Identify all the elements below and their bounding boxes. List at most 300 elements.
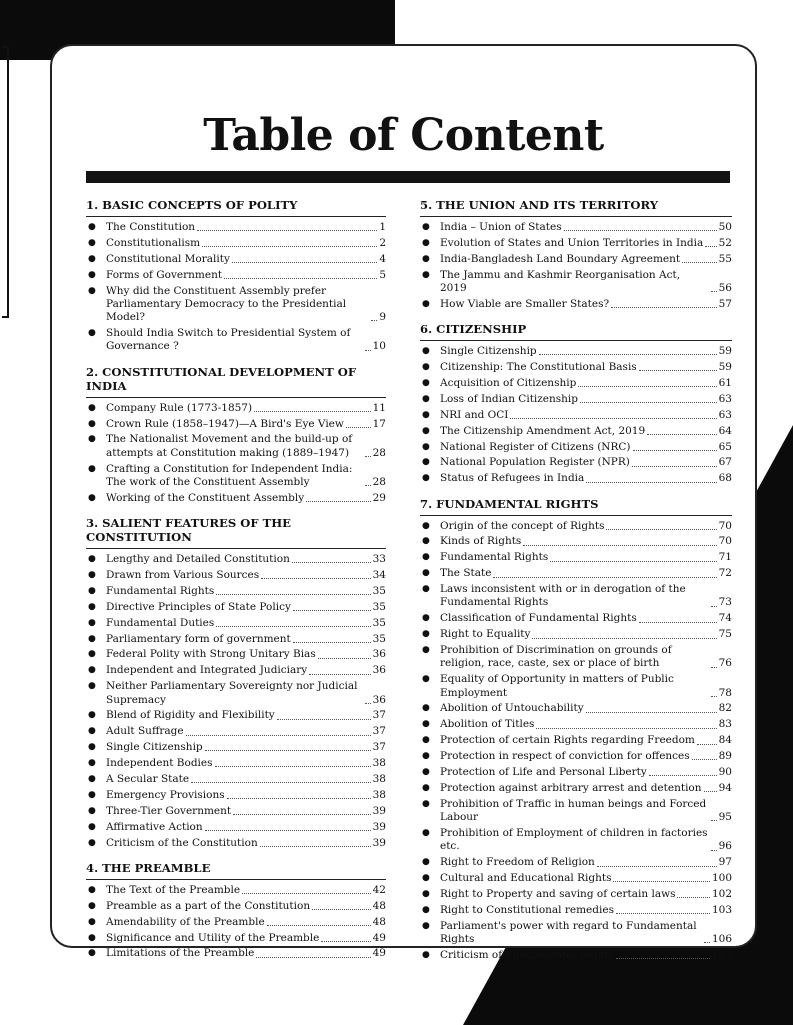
page-number: 74 — [718, 612, 732, 625]
dot-leader — [309, 674, 370, 675]
page-number: 35 — [372, 584, 386, 597]
toc-entry[interactable] — [86, 269, 386, 282]
toc-entry[interactable] — [420, 766, 732, 779]
toc-entry[interactable] — [86, 585, 386, 598]
toc-entry[interactable] — [420, 734, 732, 747]
bullet-icon: ● — [422, 393, 430, 404]
bullet-icon: ● — [88, 742, 96, 753]
dot-leader — [216, 594, 370, 595]
entry-title: Constitutionalism — [106, 236, 201, 249]
toc-entry[interactable] — [420, 409, 732, 422]
bullet-icon: ● — [422, 828, 430, 839]
entry-title: Independent and Integrated Judiciary — [106, 664, 308, 677]
bullet-icon: ● — [88, 492, 96, 503]
page-number: 37 — [372, 725, 386, 738]
toc-entry[interactable] — [420, 535, 732, 548]
entry-title: Protection of Life and Personal Liberty — [440, 766, 647, 779]
section-heading: 4. THE PREAMBLE — [86, 861, 386, 880]
bullet-icon: ● — [422, 613, 430, 624]
toc-entry[interactable] — [86, 884, 386, 897]
page-number: 107 — [711, 948, 732, 961]
toc-entry[interactable] — [420, 718, 732, 731]
bullet-icon: ● — [88, 649, 96, 660]
entry-title: Preamble as a part of the Constitution — [106, 899, 311, 912]
entry-title: Independent Bodies — [106, 757, 213, 770]
toc-entry[interactable] — [420, 949, 732, 962]
entry-title: The State — [440, 567, 492, 580]
toc-entry[interactable] — [420, 567, 732, 580]
entry-title: Drawn from Various Sources — [106, 568, 260, 581]
toc-entry[interactable] — [86, 418, 386, 431]
toc-entry[interactable] — [420, 628, 732, 641]
entry-title: Protection against arbitrary arrest and detention — [440, 781, 702, 794]
toc-entry[interactable] — [86, 789, 386, 802]
dot-leader — [312, 909, 371, 910]
toc-entry[interactable] — [420, 253, 732, 266]
toc-section — [86, 198, 386, 354]
page-number: 106 — [711, 933, 732, 946]
page-number: 39 — [372, 836, 386, 849]
entry-title: Prohibition of Discrimination on grounds of religion, race, caste, sex or place of birth — [440, 644, 672, 670]
dot-leader — [536, 728, 716, 729]
toc-entry[interactable] — [420, 644, 732, 671]
toc-entry[interactable] — [86, 773, 386, 786]
page-number: 28 — [372, 446, 386, 459]
bullet-icon: ● — [88, 222, 96, 232]
dot-leader — [711, 291, 717, 292]
dot-leader — [639, 622, 717, 623]
entry-title: Amendability of the Preamble — [106, 915, 265, 928]
page-number: 38 — [372, 757, 386, 770]
dot-leader — [365, 485, 371, 486]
bullet-icon: ● — [422, 520, 430, 531]
dot-leader — [697, 744, 717, 745]
bullet-icon: ● — [422, 362, 430, 373]
toc-entry[interactable] — [420, 798, 732, 825]
entry-title: Why did the Constituent Assembly prefer Parliamentary Democracy to the Presidential Model? — [106, 284, 347, 324]
entry-title: The Text of the Preamble — [106, 883, 241, 896]
bullet-icon: ● — [422, 552, 430, 563]
bullet-icon: ● — [88, 726, 96, 737]
bullet-icon: ● — [88, 837, 96, 848]
entry-title: NRI and OCI — [440, 408, 509, 421]
toc-entry[interactable] — [420, 456, 732, 469]
toc-entry[interactable] — [86, 221, 386, 234]
bullet-icon: ● — [422, 568, 430, 579]
entry-title: Working of the Constituent Assembly — [106, 491, 305, 504]
dot-leader — [578, 386, 716, 387]
entry-title: Affirmative Action — [106, 820, 203, 833]
toc-entry[interactable] — [420, 237, 732, 250]
toc-entry[interactable] — [420, 298, 732, 311]
bullet-icon: ● — [422, 269, 430, 280]
toc-column-right — [420, 198, 732, 973]
dot-leader — [267, 925, 371, 926]
entry-title: Fundamental Rights — [106, 584, 215, 597]
page-number: 94 — [718, 781, 732, 794]
bullet-icon: ● — [422, 674, 430, 685]
dot-leader — [711, 850, 717, 851]
toc-entry[interactable] — [420, 920, 732, 947]
entry-title: Single Citizenship — [440, 345, 537, 358]
bullet-icon: ● — [88, 617, 96, 628]
entry-title: India – Union of States — [440, 221, 562, 233]
entry-title: Criticism of Fundamental Rights — [440, 948, 614, 961]
toc-entry[interactable] — [86, 900, 386, 913]
dot-leader — [632, 466, 717, 467]
page-number: 68 — [718, 472, 732, 485]
toc-entry[interactable] — [420, 888, 732, 901]
toc-section — [86, 365, 386, 505]
entry-title: Right to Equality — [440, 628, 531, 641]
toc-column-left — [86, 198, 386, 972]
toc-section — [420, 198, 732, 311]
page-number: 63 — [718, 392, 732, 405]
toc-entry[interactable] — [86, 433, 386, 460]
bullet-icon: ● — [88, 948, 96, 959]
bullet-icon: ● — [422, 457, 430, 468]
toc-entry[interactable] — [420, 702, 732, 715]
dot-leader — [580, 402, 717, 403]
toc-entry[interactable] — [420, 441, 732, 454]
dot-leader — [186, 735, 371, 736]
bullet-icon: ● — [422, 409, 430, 420]
section-heading: 1. BASIC CONCEPTS OF POLITY — [86, 198, 386, 217]
toc-entry[interactable] — [86, 947, 386, 960]
bullet-icon: ● — [422, 767, 430, 778]
dot-leader — [371, 320, 377, 321]
page-number: 35 — [372, 632, 386, 645]
toc-entry[interactable] — [420, 269, 732, 296]
dot-leader — [704, 942, 710, 943]
toc-entry[interactable] — [420, 221, 732, 234]
toc-entry[interactable] — [420, 425, 732, 438]
toc-entry[interactable] — [420, 520, 732, 533]
dot-leader — [227, 798, 371, 799]
dot-leader — [254, 411, 371, 412]
dot-leader — [261, 578, 370, 579]
bullet-icon: ● — [422, 703, 430, 714]
entry-title: Classification of Fundamental Rights — [440, 612, 637, 625]
dot-leader — [321, 941, 370, 942]
toc-entry[interactable] — [86, 680, 386, 707]
dot-leader — [216, 626, 370, 627]
bullet-icon: ● — [422, 751, 430, 762]
entry-title: Forms of Government — [106, 268, 223, 281]
dot-leader — [639, 370, 717, 371]
title-rule — [86, 171, 730, 183]
toc-entry[interactable] — [86, 285, 386, 325]
bullet-icon: ● — [88, 285, 96, 296]
page-number: 97 — [718, 856, 732, 869]
entry-title: Citizenship: The Constitutional Basis — [440, 361, 637, 374]
dot-leader — [232, 262, 377, 263]
entry-title: Significance and Utility of the Preamble — [106, 931, 320, 944]
entry-title: Right to Property and saving of certain laws — [440, 887, 676, 900]
entry-title: Kinds of Rights — [440, 535, 522, 548]
toc-entry[interactable] — [420, 612, 732, 625]
toc-entry[interactable] — [420, 583, 732, 610]
entry-title: Right to Constitutional remedies — [440, 903, 614, 916]
page-number: 76 — [718, 657, 732, 670]
page-number: 29 — [372, 491, 386, 504]
page-number: 35 — [372, 600, 386, 613]
bullet-icon: ● — [422, 719, 430, 730]
page-number: 75 — [718, 628, 732, 641]
bullet-icon: ● — [422, 473, 430, 484]
entry-title: Parliament's power with regard to Fundamental Rights — [440, 919, 697, 946]
toc-entry[interactable] — [420, 345, 732, 358]
page-number: 17 — [372, 417, 386, 430]
toc-entry[interactable] — [86, 553, 386, 566]
bullet-icon: ● — [88, 269, 96, 280]
toc-entry[interactable] — [86, 837, 386, 850]
toc-entry[interactable] — [86, 253, 386, 266]
entry-title: A Secular State — [106, 772, 190, 785]
entry-title: The Jammu and Kashmir Reorganisation Act, 2019 — [440, 268, 681, 294]
toc-entry[interactable] — [86, 664, 386, 677]
dot-leader — [510, 418, 716, 419]
dot-leader — [205, 750, 371, 751]
page-number: 71 — [718, 551, 732, 564]
entry-title: India-Bangladesh Land Boundary Agreement — [440, 252, 681, 265]
page-number: 83 — [718, 718, 732, 731]
bullet-icon: ● — [422, 735, 430, 746]
toc-entry[interactable] — [420, 377, 732, 390]
toc-entry[interactable] — [86, 725, 386, 738]
page-number: 48 — [372, 915, 386, 928]
page-number: 64 — [718, 424, 732, 437]
toc-entry[interactable] — [86, 463, 386, 490]
dot-leader — [242, 893, 371, 894]
section-heading: 2. CONSTITUTIONAL DEVELOPMENT OF INDIA — [86, 365, 386, 398]
dot-leader — [597, 866, 717, 867]
dot-leader — [616, 958, 710, 959]
bullet-icon: ● — [88, 463, 96, 474]
toc-entry[interactable] — [86, 932, 386, 945]
toc-entry[interactable] — [420, 856, 732, 869]
bullet-icon: ● — [422, 904, 430, 915]
toc-entry[interactable] — [420, 872, 732, 885]
page-number: 90 — [718, 766, 732, 779]
page-number: 103 — [711, 903, 732, 916]
dot-leader — [306, 501, 370, 502]
entry-title: Adult Suffrage — [106, 725, 184, 738]
bullet-icon: ● — [88, 434, 96, 445]
toc-entry[interactable] — [86, 709, 386, 722]
bullet-icon: ● — [422, 857, 430, 868]
page-number: 37 — [372, 709, 386, 722]
dot-leader — [523, 545, 716, 546]
entry-title: Company Rule (1773-1857) — [106, 401, 253, 414]
toc-entry[interactable] — [420, 673, 732, 700]
toc-entry[interactable] — [86, 402, 386, 415]
bullet-icon: ● — [422, 949, 430, 960]
toc-entry[interactable] — [420, 472, 732, 485]
bullet-icon: ● — [88, 916, 96, 927]
dot-leader — [191, 782, 371, 783]
dot-leader — [649, 775, 717, 776]
toc-entry[interactable] — [86, 741, 386, 754]
dot-leader — [586, 712, 717, 713]
entry-title: National Population Register (NPR) — [440, 456, 630, 469]
entry-title: Criticism of the Constitution — [106, 836, 258, 849]
dot-leader — [711, 606, 717, 607]
entry-title: Blend of Rigidity and Flexibility — [106, 709, 275, 722]
toc-entry[interactable] — [86, 617, 386, 630]
entry-title: Emergency Provisions — [106, 788, 225, 801]
page-number: 39 — [372, 820, 386, 833]
margin-bracket — [0, 46, 9, 318]
page-number: 39 — [372, 804, 386, 817]
toc-entry[interactable] — [86, 821, 386, 834]
toc-entry[interactable] — [86, 327, 386, 354]
section-heading: 6. CITIZENSHIP — [420, 322, 732, 341]
bullet-icon: ● — [88, 253, 96, 264]
page-number: 89 — [718, 750, 732, 763]
page-number: 38 — [372, 788, 386, 801]
entry-title: Prohibition of Traffic in human beings and Forced Labour — [440, 797, 707, 824]
page-number: 67 — [718, 456, 732, 469]
dot-leader — [711, 696, 717, 697]
page-number: 10 — [372, 340, 386, 353]
toc-section — [420, 497, 732, 963]
dot-leader — [260, 846, 371, 847]
dot-leader — [318, 658, 371, 659]
page-number: 49 — [372, 931, 386, 944]
dot-leader — [346, 427, 371, 428]
entry-title: Directive Principles of State Policy — [106, 600, 291, 613]
page-number: 95 — [718, 811, 732, 824]
page-number: 82 — [718, 702, 732, 715]
dot-leader — [682, 262, 717, 263]
page-number: 55 — [718, 252, 732, 265]
toc-entry[interactable] — [86, 805, 386, 818]
bullet-icon: ● — [422, 536, 430, 547]
toc-section — [420, 322, 732, 485]
bullet-icon: ● — [422, 584, 430, 595]
page-number: 56 — [718, 281, 732, 294]
dot-leader — [493, 577, 716, 578]
page-number: 102 — [711, 887, 732, 900]
bullet-icon: ● — [422, 441, 430, 452]
bullet-icon: ● — [88, 821, 96, 832]
toc-entry[interactable] — [420, 393, 732, 406]
page-number: 50 — [718, 221, 732, 233]
toc-section — [86, 861, 386, 961]
bullet-icon: ● — [422, 346, 430, 357]
toc-entry[interactable] — [86, 757, 386, 770]
entry-title: Limitations of the Preamble — [106, 947, 255, 960]
dot-leader — [532, 638, 716, 639]
page-number: 36 — [372, 693, 386, 706]
toc-entry[interactable] — [86, 916, 386, 929]
page-number: 59 — [718, 345, 732, 358]
page-number: 9 — [379, 311, 386, 324]
entry-title: Fundamental Duties — [106, 616, 215, 629]
bullet-icon: ● — [88, 585, 96, 596]
entry-title: Equality of Opportunity in matters of Public Employment — [440, 673, 674, 699]
toc-entry[interactable] — [420, 750, 732, 763]
page-number: 34 — [372, 568, 386, 581]
page-number: 61 — [718, 376, 732, 389]
page-number: 100 — [711, 872, 732, 885]
toc-entry[interactable] — [420, 551, 732, 564]
entry-title: Evolution of States and Union Territories in India — [440, 236, 704, 249]
bullet-icon: ● — [422, 798, 430, 809]
bullet-icon: ● — [422, 645, 430, 656]
page-number: 52 — [718, 236, 732, 249]
toc-entry[interactable] — [420, 904, 732, 917]
entry-title: The Nationalist Movement and the build-up of attempts at Constitution making (1889–1947) — [106, 433, 353, 459]
section-heading: 3. SALIENT FEATURES OF THE CONSTITUTION — [86, 516, 386, 549]
page-number: 38 — [372, 772, 386, 785]
entry-title: Protection in respect of conviction for offences — [440, 750, 690, 763]
dot-leader — [711, 667, 717, 668]
bullet-icon: ● — [88, 601, 96, 612]
entry-title: Lengthy and Detailed Constitution — [106, 553, 290, 566]
dot-leader — [215, 766, 371, 767]
toc-entry[interactable] — [420, 361, 732, 374]
dot-leader — [365, 456, 371, 457]
page-number: 28 — [372, 475, 386, 488]
toc-entry[interactable] — [86, 601, 386, 614]
page-number: 36 — [372, 648, 386, 661]
bullet-icon: ● — [422, 377, 430, 388]
entry-title: Loss of Indian Citizenship — [440, 392, 579, 405]
section-heading: 5. THE UNION AND ITS TERRITORY — [420, 198, 732, 217]
bullet-icon: ● — [422, 873, 430, 884]
dot-leader — [550, 561, 716, 562]
page-number: 4 — [379, 252, 386, 265]
entry-title: How Viable are Smaller States? — [440, 297, 610, 310]
page-number: 96 — [718, 840, 732, 853]
toc-entry[interactable] — [86, 569, 386, 582]
page-number: 2 — [379, 236, 386, 249]
entry-title: Neither Parliamentary Sovereignty nor Judicial Supremacy — [106, 680, 358, 706]
dot-leader — [197, 230, 377, 231]
toc-entry[interactable] — [86, 648, 386, 661]
bullet-icon: ● — [422, 425, 430, 436]
page-number: 59 — [718, 361, 732, 374]
bullet-icon: ● — [88, 900, 96, 911]
page-number: 5 — [379, 268, 386, 281]
toc-entry[interactable] — [86, 237, 386, 250]
dot-leader — [277, 719, 371, 720]
bullet-icon: ● — [88, 773, 96, 784]
page-number: 78 — [718, 686, 732, 699]
dot-leader — [564, 230, 717, 231]
page-number: 57 — [718, 297, 732, 310]
entry-title: Right to Freedom of Religion — [440, 856, 595, 869]
bullet-icon: ● — [88, 789, 96, 800]
toc-entry[interactable] — [420, 827, 732, 854]
toc-entry[interactable] — [86, 633, 386, 646]
dot-leader — [539, 354, 717, 355]
dot-leader — [293, 642, 371, 643]
dot-leader — [292, 562, 371, 563]
entry-title: Crown Rule (1858–1947)—A Bird's Eye View — [106, 417, 344, 430]
page-number: 33 — [372, 553, 386, 566]
page-number: 42 — [372, 883, 386, 896]
entry-title: Parliamentary form of government — [106, 632, 291, 645]
entry-title: Crafting a Constitution for Independent India: The work of the Constituent Assembly — [106, 462, 353, 488]
toc-entry[interactable] — [86, 492, 386, 505]
toc-entry[interactable] — [420, 782, 732, 795]
bullet-icon: ● — [88, 665, 96, 676]
entry-title: Three-Tier Government — [106, 804, 232, 817]
bullet-icon: ● — [88, 633, 96, 644]
